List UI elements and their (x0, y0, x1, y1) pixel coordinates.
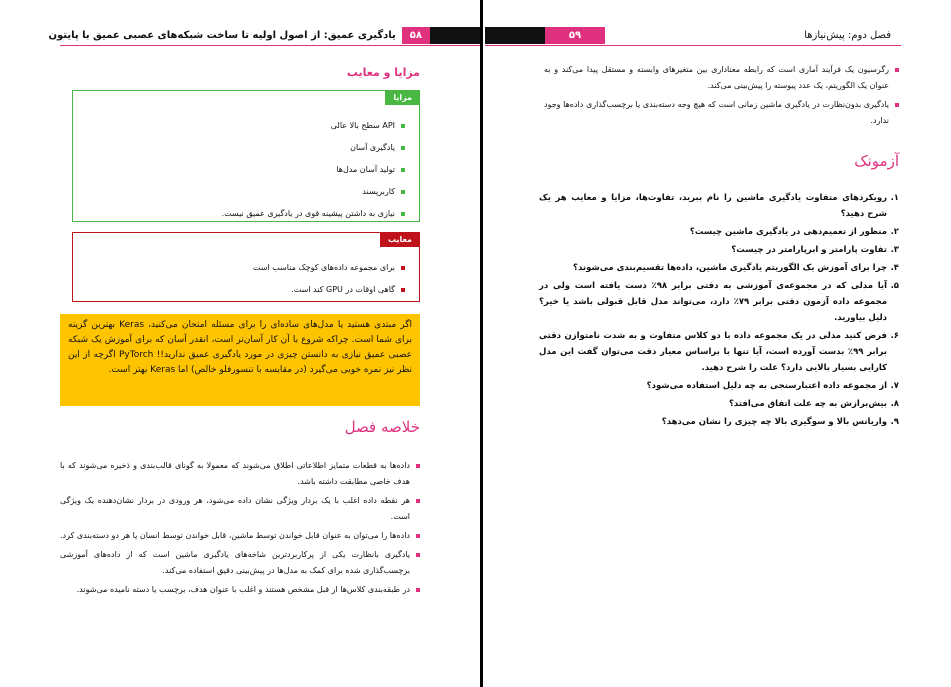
question-number: ۱. (890, 193, 899, 203)
summary-item: در طبقه‌بندی کلاس‌ها از قبل مشخص هستند و اغلب با عنوان هدف، برچسب یا دسته نامیده می‌شوند. (60, 582, 420, 598)
advantages-box (72, 90, 420, 222)
right-page (485, 0, 951, 687)
question-number: ۸. (890, 399, 899, 409)
question-text: رویکردهای متفاوت یادگیری ماشین را نام ببرید، تفاوت‌ها، مزایا و معایب هر یک شرح دهید؟ (539, 193, 887, 219)
right-bullet-item: یادگیری بدون‌نظارت در یادگیری ماشین زمانی است که هیچ وجه دسته‌بندی یا برچسب‌گذاری داده‌ها وجود ندارد. (544, 97, 899, 129)
book-subtitle: : از اصول اولیه تا ساخت شبکه‌های عصبی عمیق با پایتون (48, 30, 328, 41)
right-header-title: فصل دوم: پیش‌نیازها (804, 30, 891, 41)
question-number: ۳. (890, 245, 899, 255)
quiz-question (539, 190, 899, 222)
left-header-black-block (430, 27, 480, 44)
advantage-item: API سطح بالا عالی (222, 115, 405, 137)
right-bullets-list (544, 62, 899, 132)
disadvantage-item: گاهی اوقات در GPU کند است. (253, 279, 405, 301)
right-bullet-item: رگرسیون یک فرآیند آماری است که رابطه معناداری بین متغیرهای وابسته و مستقل پیدا می‌کند و به عنوان یک الگوریتم، یک عدد پیوسته را پیش‌بینی می‌کند. (544, 62, 899, 94)
quiz-question (539, 414, 899, 430)
left-page-header (48, 27, 430, 44)
question-text: چرا برای آموزش یک الگوریتم یادگیری ماشین، داده‌ها تقسیم‌بندی می‌شوند؟ (573, 263, 887, 273)
quiz-question (539, 328, 899, 376)
left-header-line (60, 45, 480, 46)
advantages-list (222, 115, 405, 225)
quiz-title: آزمونک (854, 152, 899, 170)
advantage-item: یادگیری آسان (222, 137, 405, 159)
disadvantages-label: معایب (380, 232, 420, 247)
advantage-item: تولید آسان مدل‌ها (222, 159, 405, 181)
disadvantages-list (253, 257, 405, 301)
question-text: تفاوت پارامتر و ابرپارامتر در چیست؟ (731, 245, 887, 255)
question-text: از مجموعه داده اعتبارسنجی به چه دلیل استفاده می‌شود؟ (646, 381, 887, 391)
question-number: ۴. (890, 263, 899, 273)
quiz-question (539, 260, 899, 276)
book-title: یادگیری عمیق (327, 30, 396, 41)
advantage-item: کاربرپسند (222, 181, 405, 203)
question-text: واریانس بالا و سوگیری بالا چه چیزی را نشان می‌دهد؟ (661, 417, 887, 427)
quiz-question (539, 378, 899, 394)
question-number: ۵. (890, 281, 899, 291)
right-page-header (545, 27, 951, 44)
right-header-black-left (485, 27, 545, 44)
quiz-questions (539, 190, 899, 432)
summary-item: هر نقطه داده اغلب با یک بردار ویژگی نشان داده می‌شود، هر ورودی در بردار نشان‌دهنده یک ویژگی است. (60, 493, 420, 525)
summary-item: داده‌ها را می‌توان به عنوان قابل خواندن توسط ماشین، قابل خواندن توسط انسان یا هر دو دسته‌بندی کرد. (60, 528, 420, 544)
page-divider (480, 0, 483, 687)
right-header-line (485, 45, 901, 46)
question-number: ۹. (890, 417, 899, 427)
keras-note-box: اگر مبتدی هستید یا مدل‌های ساده‌ای را برای مسئله امتحان می‌کنید، Keras بهترین گزینه برای شما است. چراکه شروع با آن کار آسان‌تر است، انقدر آسان که برای آموزش یک شبکه عصبی عمیق نیازی به دانستن چیزی در مورد یادگیری عمیق ندارید!! PyTorch اگرچه از این نظر نیز نمره خوبی می‌گیرد (در مقایسه با تنسورفلو خالص) اما Keras بهتر است. (60, 314, 420, 406)
chapter-summary-title: خلاصه فصل (344, 418, 420, 436)
question-number: ۷. (890, 381, 899, 391)
left-header-title (42, 30, 401, 41)
disadvantages-box (72, 232, 420, 302)
summary-item: داده‌ها به قطعات متمایز اطلاعاتی اطلاق می‌شوند که معمولا به گونای قالب‌بندی و ذخیره می‌شوند که با هدف خاصی مطابقت داشته باشد. (60, 458, 420, 490)
advantages-label: مزایا (385, 90, 420, 105)
right-page-number: ۵۹ (545, 27, 605, 44)
question-number: ۶. (890, 331, 899, 341)
quiz-question (539, 224, 899, 240)
quiz-question (539, 242, 899, 258)
question-text: منظور از تعمیم‌دهی در یادگیری ماشین چیست؟ (689, 227, 887, 237)
question-text: آیا مدلی که در مجموعه‌ی آموزشی به دقتی برابر ۹۸٪ دست یافته است ولی در مجموعه داده آزمون دقتی برابر ۷۹٪ دارد، می‌تواند مدل قابل قبولی باشد یا خیر؟ دلیل بیاورید. (539, 281, 887, 323)
question-text: فرض کنید مدلی در یک مجموعه داده با دو کلاس متفاوت و به شدت نامتوازن دقتی برابر ۹۹٪ بدست آورده است، آیا تنها با براساس معیار دقت می‌توان گفت این مدل کارایی بسیار بالایی دارد؟ علت را شرح دهید. (539, 331, 887, 373)
summary-list (60, 458, 420, 601)
advantage-item: نیازی به داشتن پیشینه قوی در یادگیری عمیق نیست. (222, 203, 405, 225)
question-number: ۲. (890, 227, 899, 237)
quiz-question (539, 278, 899, 326)
question-text: بیش‌برازش به چه علت اتفاق می‌افتد؟ (728, 399, 887, 409)
quiz-question (539, 396, 899, 412)
pros-cons-title: مزایا و معایب (346, 66, 420, 79)
left-page-number: ۵۸ (402, 27, 430, 44)
summary-item: یادگیری بانظارت یکی از پرکاربردترین شاخه‌های یادگیری ماشین است که از داده‌های آموزشی برچسب‌گذاری شده برای کمک به مدل‌ها در پیش‌بینی دقیق استفاده می‌کند. (60, 547, 420, 579)
disadvantage-item: برای مجموعه داده‌های کوچک مناسب است (253, 257, 405, 279)
